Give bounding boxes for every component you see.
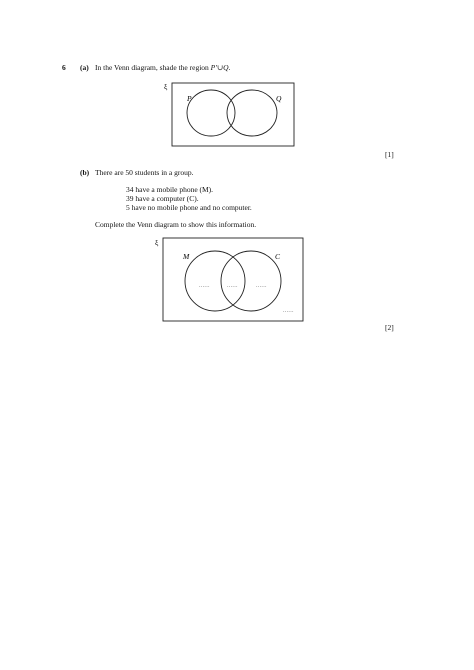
blank-c-only[interactable]: ...... <box>256 283 267 289</box>
blank-intersection[interactable]: ...... <box>227 283 238 289</box>
part-b-fact-2: 39 have a computer (C). <box>126 194 199 203</box>
part-b-intro: There are 50 students in a group. <box>95 168 194 177</box>
part-b-fact-1: 34 have a mobile phone (M). <box>126 185 214 194</box>
blank-m-only[interactable]: ...... <box>199 283 210 289</box>
part-a-expression: P′∪Q. <box>210 63 231 72</box>
question-number: 6 <box>62 63 66 72</box>
universal-symbol-b: ξ <box>155 238 159 247</box>
part-a-instruction-text: In the Venn diagram, shade the region <box>95 63 209 72</box>
part-a-label: (a) <box>80 63 89 72</box>
part-b-marks: [2] <box>385 323 394 332</box>
set-c-label: C <box>275 252 281 261</box>
universal-symbol-a: ξ <box>164 82 168 91</box>
set-p-label: P <box>187 94 192 103</box>
part-a-marks: [1] <box>385 150 394 159</box>
universal-set-box-b <box>163 238 303 321</box>
set-c-circle[interactable] <box>221 251 281 311</box>
blank-outside[interactable]: ...... <box>283 308 294 314</box>
set-m-circle[interactable] <box>185 251 245 311</box>
set-q-label: Q <box>276 94 282 103</box>
part-b-label: (b) <box>80 168 90 177</box>
part-b-instruction: Complete the Venn diagram to show this information. <box>95 220 257 229</box>
set-m-label: M <box>183 252 190 261</box>
part-b-fact-3: 5 have no mobile phone and no computer. <box>126 203 252 212</box>
